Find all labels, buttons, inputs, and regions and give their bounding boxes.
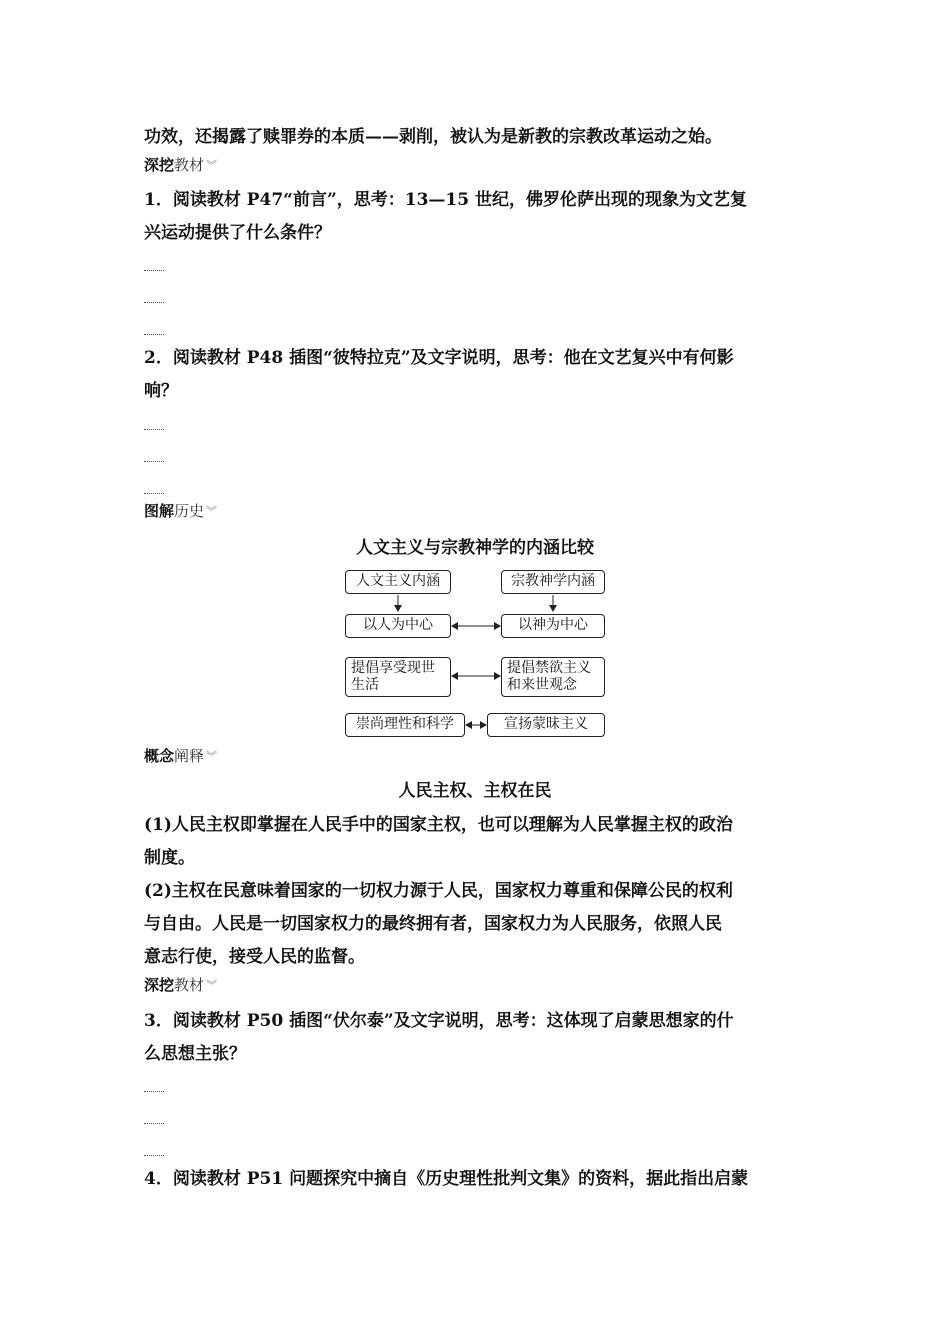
- answer-blank: [144, 269, 164, 271]
- box-enjoy-present-life: [345, 657, 451, 697]
- answer-blank: [144, 428, 164, 430]
- box-human-centered: 以人为中心: [345, 614, 451, 638]
- comparison-diagram: [340, 565, 610, 745]
- box-humanism-header: 人文主义内涵: [345, 570, 451, 594]
- question-3-line-2: 么思想主张？: [144, 1044, 246, 1064]
- concept-para-1-line-1: (1)人民主权即掌握在人民手中的国家主权，也可以理解为人民掌握主权的政治: [144, 815, 733, 835]
- chevron-down-icon: ︾: [206, 159, 218, 172]
- section-label-illustrate-history: [144, 501, 217, 522]
- box-theology-header: 宗教神学内涵: [501, 570, 605, 594]
- question-2-line-1: 2．阅读教材 P48 插图“彼特拉克”及文字说明，思考：他在文艺复兴中有何影: [144, 348, 734, 368]
- section-label-normal: 教材: [174, 156, 205, 174]
- text-line-continuation: 功效，还揭露了赎罪券的本质——剥削，被认为是新教的宗教改革运动之始。: [144, 127, 722, 147]
- chevron-down-icon: ︾: [206, 750, 218, 763]
- section-label-concept: [144, 746, 217, 767]
- question-3-line-1: 3．阅读教材 P50 插图“伏尔泰”及文字说明，思考：这体现了启蒙思想家的什: [144, 1011, 734, 1031]
- section-label-bold: 图解: [144, 502, 175, 520]
- chevron-down-icon: ︾: [206, 979, 218, 992]
- box-line: 生活: [351, 677, 379, 693]
- box-line: 和来世观念: [507, 677, 577, 693]
- answer-blank: [144, 1090, 164, 1092]
- concept-para-1-line-2: 制度。: [144, 848, 195, 868]
- box-obscurantism: 宣扬蒙昧主义: [487, 713, 605, 737]
- section-label-deep-dig-2: [144, 975, 217, 996]
- answer-blank: [144, 492, 164, 494]
- question-1-line-2: 兴运动提供了什么条件？: [144, 223, 331, 243]
- section-label-bold: 概念: [144, 747, 175, 765]
- concept-title: 人民主权、主权在民: [398, 781, 552, 801]
- concept-para-2-line-1: (2)主权在民意味着国家的一切权力源于人民，国家权力尊重和保障公民的权利: [144, 881, 733, 901]
- concept-para-2-line-2: 与自由。人民是一切国家权力的最终拥有者，国家权力为人民服务，依照人民: [144, 914, 722, 934]
- answer-blank: [144, 301, 164, 303]
- answer-blank: [144, 460, 164, 462]
- question-1-line-1: 1．阅读教材 P47“前言”，思考：13—15 世纪，佛罗伦萨出现的现象为文艺复: [144, 190, 747, 210]
- section-label-normal: 历史: [174, 502, 205, 520]
- chevron-down-icon: ︾: [206, 505, 218, 518]
- box-reason-science: 崇尚理性和科学: [345, 713, 465, 737]
- section-label-bold: 深挖: [144, 156, 175, 174]
- box-line: 提倡禁欲主义: [507, 660, 591, 676]
- answer-blank: [144, 333, 164, 335]
- diagram-title: 人文主义与宗教神学的内涵比较: [356, 538, 594, 558]
- section-label-normal: 教材: [174, 976, 205, 994]
- question-4-line-1: 4．阅读教材 P51 问题探究中摘自《历史理性批判文集》的资料，据此指出启蒙: [144, 1169, 749, 1189]
- box-line: 提倡享受现世: [351, 660, 435, 676]
- answer-blank: [144, 1154, 164, 1156]
- section-label-normal: 阐释: [174, 747, 205, 765]
- concept-para-2-line-3: 意志行使，接受人民的监督。: [144, 947, 365, 967]
- question-2-line-2: 响？: [144, 381, 178, 401]
- section-label-bold: 深挖: [144, 976, 175, 994]
- box-god-centered: 以神为中心: [501, 614, 605, 638]
- section-label-deep-dig-1: [144, 155, 217, 176]
- answer-blank: [144, 1122, 164, 1124]
- box-asceticism: [501, 657, 605, 697]
